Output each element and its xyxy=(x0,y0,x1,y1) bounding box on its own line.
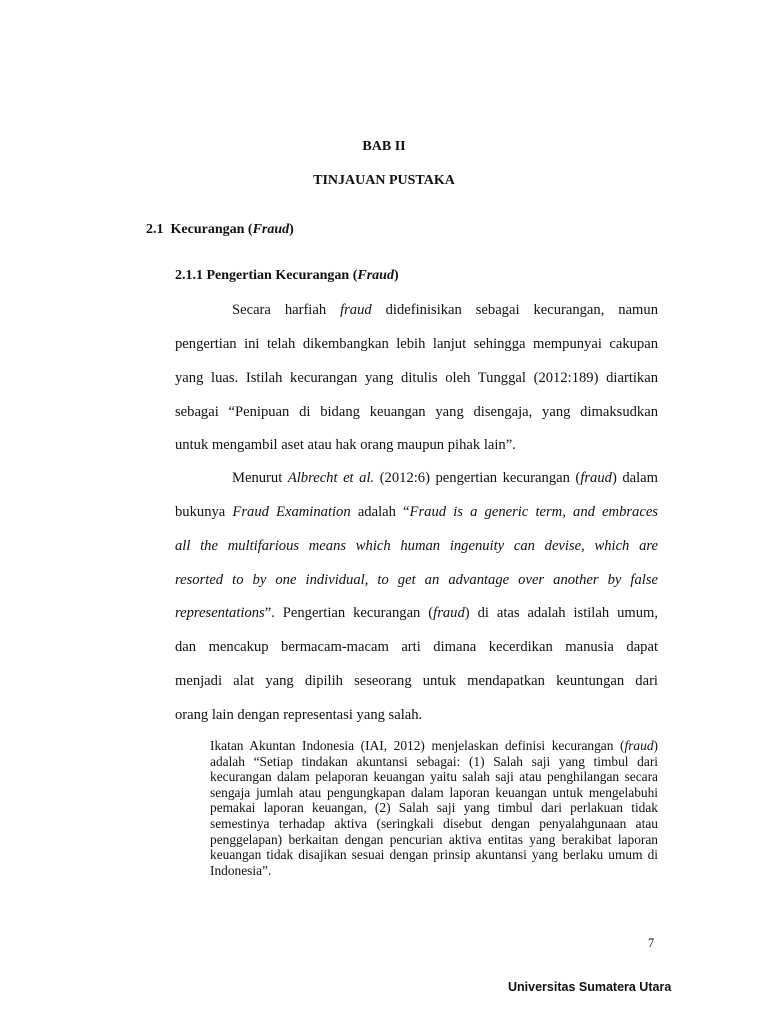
paragraph1-line: untuk mengambil aset atau hak orang maupun pihak lain”. xyxy=(175,437,516,453)
paragraph2-line: resorted to by one individual, to get an advantage over another by false xyxy=(175,572,658,588)
section-number: 2.1 xyxy=(146,222,164,237)
block-quote: Ikatan Akuntan Indonesia (IAI, 2012) menjelaskan definisi kecurangan (fraud) adalah “Setiap tindakan akuntansi sebagai: (1) Salah saji yang timbul dari kecurangan dalam pelaporan keuangan yaitu salah saji atau penghilangan secara sengaja jumlah atau pengungkapan dalam laporan keuangan untuk mengelabuhi pemakai laporan keuangan, (2) Salah saji yang timbul dari perlakuan tidak semestinya terhadap aktiva (seringkali disebut dengan penyalahgunaan atau penggelapan) berkaitan dengan pencurian aktiva entitas yang berakibat laporan keuangan tidak disajikan sesuai dengan prinsip akuntansi yang berlaku umum di Indonesia”. xyxy=(210,738,658,878)
section-heading xyxy=(146,222,294,238)
subsection-title: Pengertian Kecurangan (Fraud) xyxy=(206,268,399,283)
paragraph2-line: representations”. Pengertian kecurangan (fraud) di atas adalah istilah umum, xyxy=(175,605,659,621)
chapter-label: BAB II xyxy=(362,139,406,154)
paragraph2-line: dan mencakup bermacam-macam arti dimana kecerdikan manusia dapat xyxy=(175,639,658,655)
subsection-heading xyxy=(175,268,399,284)
paragraph2-line: Menurut Albrecht et al. (2012:6) pengertian kecurangan (fraud) dalam xyxy=(232,470,659,486)
paragraph2-line: all the multifarious means which human ingenuity can devise, which are xyxy=(175,538,658,554)
paragraph2-line: menjadi alat yang dipilih seseorang untuk mendapatkan keuntungan dari xyxy=(175,673,658,689)
subsection-number: 2.1.1 xyxy=(175,268,203,283)
paragraph1-line: yang luas. Istilah kecurangan yang ditulis oleh Tunggal (2012:189) diartikan xyxy=(175,370,658,386)
chapter-title: TINJAUAN PUSTAKA xyxy=(313,173,455,188)
page-number: 7 xyxy=(648,936,655,950)
paragraph1-line: sebagai “Penipuan di bidang keuangan yang disengaja, yang dimaksudkan xyxy=(175,404,658,420)
section-title: Kecurangan (Fraud) xyxy=(170,222,294,237)
paragraph2-line: orang lain dengan representasi yang salah. xyxy=(175,707,423,723)
paragraph1-line: pengertian ini telah dikembangkan lebih lanjut sehingga mempunyai cakupan xyxy=(175,336,658,352)
paragraph2-line: bukunya Fraud Examination adalah “Fraud is a generic term, and embraces xyxy=(175,504,658,520)
paragraph1-line: Secara harfiah fraud didefinisikan sebagai kecurangan, namun xyxy=(232,302,658,318)
university-footer: Universitas Sumatera Utara xyxy=(508,980,672,994)
